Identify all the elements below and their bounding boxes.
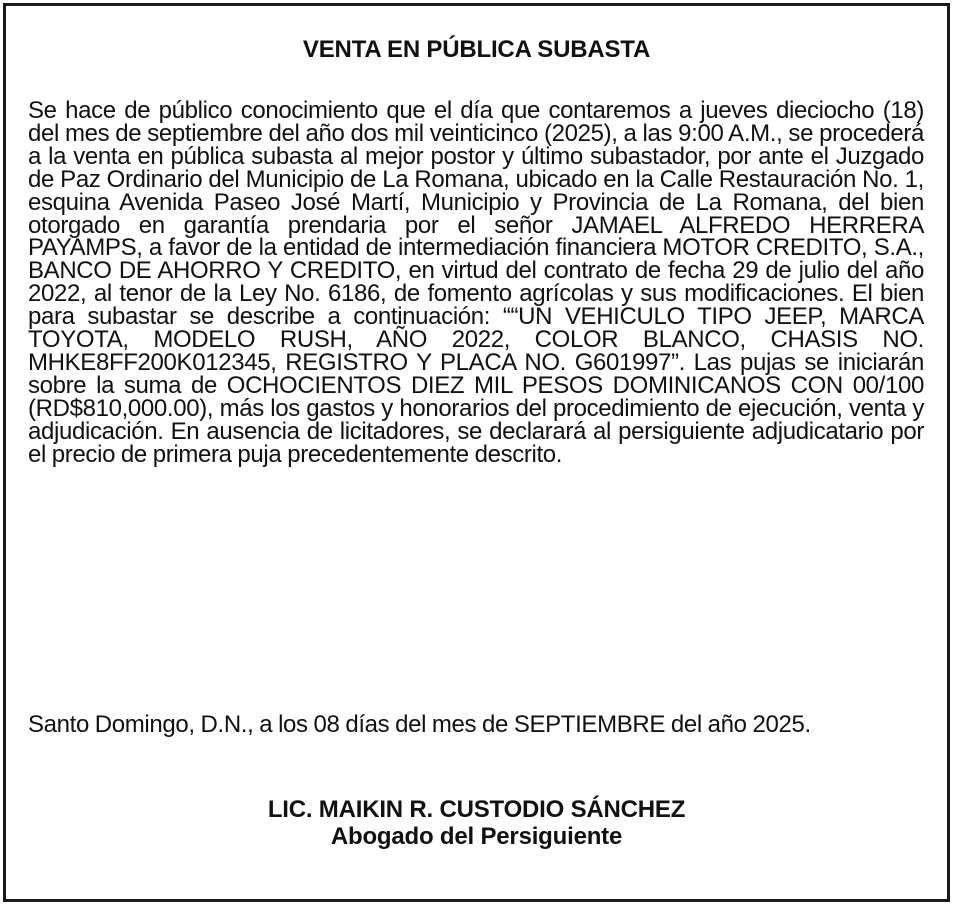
signature-block	[6, 796, 947, 850]
notice-title: VENTA EN PÚBLICA SUBASTA	[302, 36, 651, 63]
signer-name: LIC. MAIKIN R. CUSTODIO SÁNCHEZ	[267, 796, 686, 823]
legal-notice	[3, 3, 950, 902]
notice-main-paragraph: Se hace de público conocimiento que el día que contaremos a jueves dieciocho (18) del mes de septiembre del año dos mil veinticinco (2025), a las 9:00 A.M., se procederá a la venta en pública subasta al mejor postor y último subastador, por ante el Juzgado de Paz Ordinario del Municipio de La Romana, ubicado en la Calle Restauración No. 1, esquina Avenida Paseo José Martí, Municipio y Provincia de La Romana, del bien otorgado en garantía prendaria por el señor JAMAEL ALFREDO HERRERA PAYAMPS, a favor de la entidad de intermediación financiera MOTOR CREDITO, S.A., BANCO DE AHORRO Y CREDITO, en virtud del contrato de fecha 29 de julio del año 2022, al tenor de la Ley No. 6186, de fomento agrícolas y sus modificaciones. El bien para subastar se describe a continuación: ““UN VEHICULO TIPO JEEP, MARCA TOYOTA, MODELO RUSH, AÑO 2022, COLOR BLANCO, CHASIS NO. MHKE8FF200K012345, REGISTRO Y PLACA NO. G601997”. Las pujas se iniciarán sobre la suma de OCHOCIENTOS DIEZ MIL PESOS DOMINICANOS CON 00/100 (RD$810,000.00), más los gastos y honorarios del procedimiento de ejecución, venta y adjudicación. En ausencia de licitadores, se declarará al persiguiente adjudicatario por el precio de primera puja precedentemente descrito.	[28, 97, 924, 468]
notice-date-paragraph: Santo Domingo, D.N., a los 08 días del mes de SEPTIEMBRE del año 2025.	[28, 711, 811, 738]
signer-role: Abogado del Persiguiente	[330, 823, 623, 850]
